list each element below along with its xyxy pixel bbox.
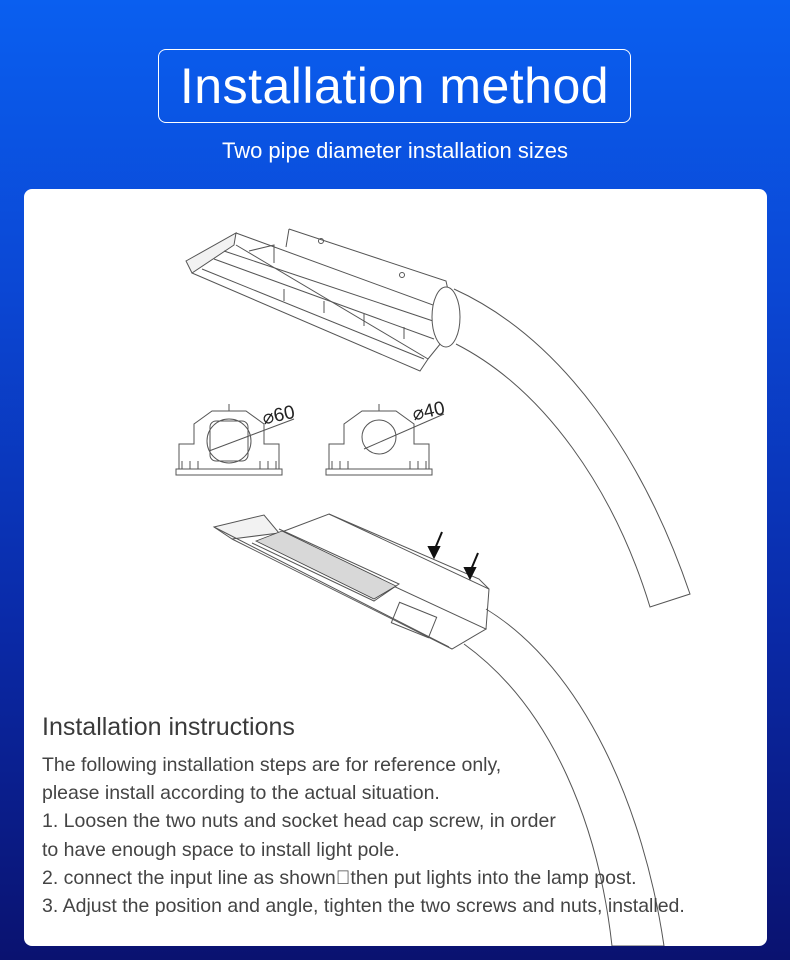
page-title: Installation method (179, 58, 610, 114)
arrows (429, 532, 478, 578)
title-box (158, 49, 631, 123)
diameter-label-40: ⌀40 (410, 397, 447, 426)
upper-pole (454, 289, 690, 607)
content-card (24, 189, 767, 946)
lamp-side-view (186, 229, 460, 371)
page-subtitle: Two pipe diameter installation sizes (221, 138, 569, 163)
instruction-line: 3. Adjust the position and angle, tighten the two screws and nuts, installed. (42, 894, 685, 917)
diameter-label-60: ⌀60 (260, 401, 297, 430)
instruction-line: 1. Loosen the two nuts and socket head cap screw, in order (42, 810, 556, 833)
instruction-line: The following installation steps are for reference only, (42, 754, 502, 776)
instruction-line: 2. connect the input line as shown then put lights into the lamp post. (42, 866, 637, 889)
led-array (256, 531, 396, 599)
instructions-list (42, 751, 685, 920)
instructions-heading: Installation instructions (42, 713, 295, 741)
instruction-line: to have enough space to install light pole. (42, 838, 400, 861)
instruction-line: please install according to the actual situation. (42, 782, 440, 805)
